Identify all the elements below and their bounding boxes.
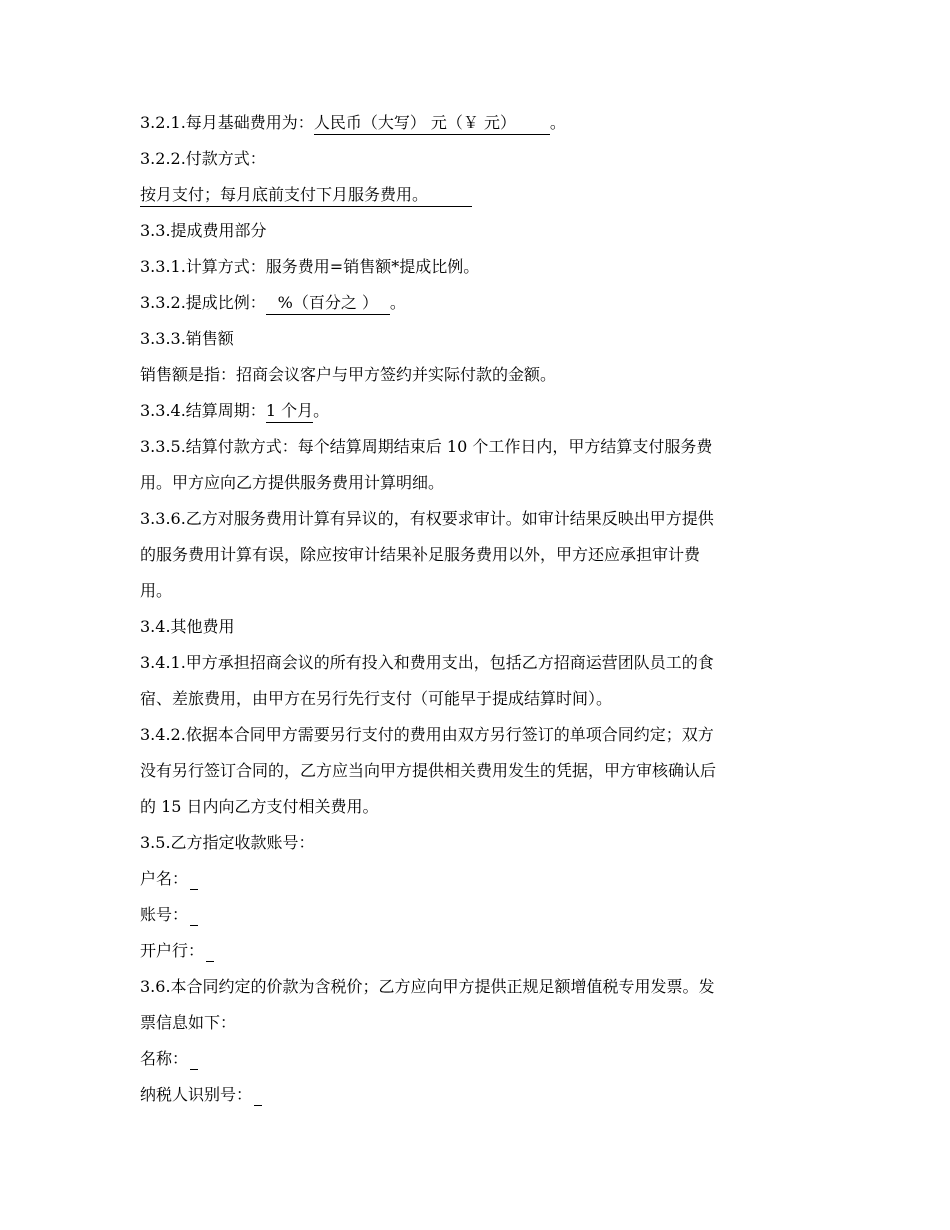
clause-3-3-6-line-1: 3.3.6.乙方对服务费用计算有异议的，有权要求审计。如审计结果反映出甲方提供 [140,509,714,528]
clause-3-2-1-text: 3.2.1.每月基础费用为： [140,113,314,132]
clause-3-6-line-1: 3.6.本合同约定的价款为含税价；乙方应向甲方提供正规足额增值税专用发票。发 [140,977,715,996]
payment-method-fill: 按月支付；每月底前支付下月服务费用。 [140,185,472,207]
taxpayer-id-line [140,1077,812,1113]
account-name-label: 户名： [140,869,189,888]
clause-3-2-1-end: 。 [549,113,566,132]
clause-3-4-2-line-2: 没有另行签订合同的，乙方应当向甲方提供相关费用发生的凭据，甲方审核确认后 [140,761,717,780]
base-fee-fill: 人民币（大写） 元（￥ 元） [314,113,550,135]
payment-method-line [140,177,812,213]
clause-3-3-6-line-3: 用。 [140,581,173,600]
document-body [140,105,812,1113]
clause-3-3-2-text: 3.3.2.提成比例： [140,293,266,312]
account-number-blank [190,905,198,926]
taxpayer-id-blank [254,1085,262,1106]
settlement-period-fill: 1 个月 [266,401,313,423]
sales-definition: 销售额是指：招商会议客户与甲方签约并实际付款的金额。 [140,365,557,384]
bank-label: 开户行： [140,941,205,960]
taxpayer-id-label: 纳税人识别号： [140,1085,253,1104]
clause-3-3-2 [140,285,812,321]
clause-3-2-1 [140,105,812,141]
clause-3-3-4-end: 。 [313,401,330,420]
clause-3-4-1-line-1: 3.4.1.甲方承担招商会议的所有投入和费用支出，包括乙方招商运营团队员工的食 [140,653,714,672]
clause-3-4: 3.4.其他费用 [140,617,235,636]
bank-line [140,933,812,969]
clause-3-3-6-line-2: 的服务费用计算有误，除应按审计结果补足服务费用以外，甲方还应承担审计费 [140,545,701,564]
clause-3-6-line-2: 票信息如下： [140,1013,237,1032]
clause-3-4-2-line-1: 3.4.2.依据本合同甲方需要另行支付的费用由双方另行签订的单项合同约定；双方 [140,725,714,744]
account-number-line [140,897,812,933]
account-number-label: 账号： [140,905,189,924]
bank-blank [206,941,214,962]
clause-3-5: 3.5.乙方指定收款账号： [140,833,315,852]
clause-3-3-2-end: 。 [389,293,406,312]
clause-3-4-2-line-3: 的 15 日内向乙方支付相关费用。 [140,797,379,816]
invoice-name-line [140,1041,812,1077]
clause-3-3-1: 3.3.1.计算方式：服务费用=销售额*提成比例。 [140,257,480,276]
account-name-line [140,861,812,897]
commission-rate-fill: %（百分之 ） [266,293,390,315]
clause-3-3: 3.3.提成费用部分 [140,221,267,240]
invoice-name-label: 名称： [140,1049,189,1068]
account-name-blank [190,869,198,890]
clause-3-2-2: 3.2.2.付款方式： [140,149,266,168]
clause-3-3-4-text: 3.3.4.结算周期： [140,401,266,420]
invoice-name-blank [190,1049,198,1070]
clause-3-3-4 [140,393,812,429]
clause-3-3-5-line-2: 用。甲方应向乙方提供服务费用计算明细。 [140,473,445,492]
clause-3-4-1-line-2: 宿、差旅费用，由甲方在另行先行支付（可能早于提成结算时间）。 [140,689,613,708]
clause-3-3-5-line-1: 3.3.5.结算付款方式：每个结算周期结束后 10 个工作日内，甲方结算支付服务费 [140,437,713,456]
clause-3-3-3: 3.3.3.销售额 [140,329,234,348]
